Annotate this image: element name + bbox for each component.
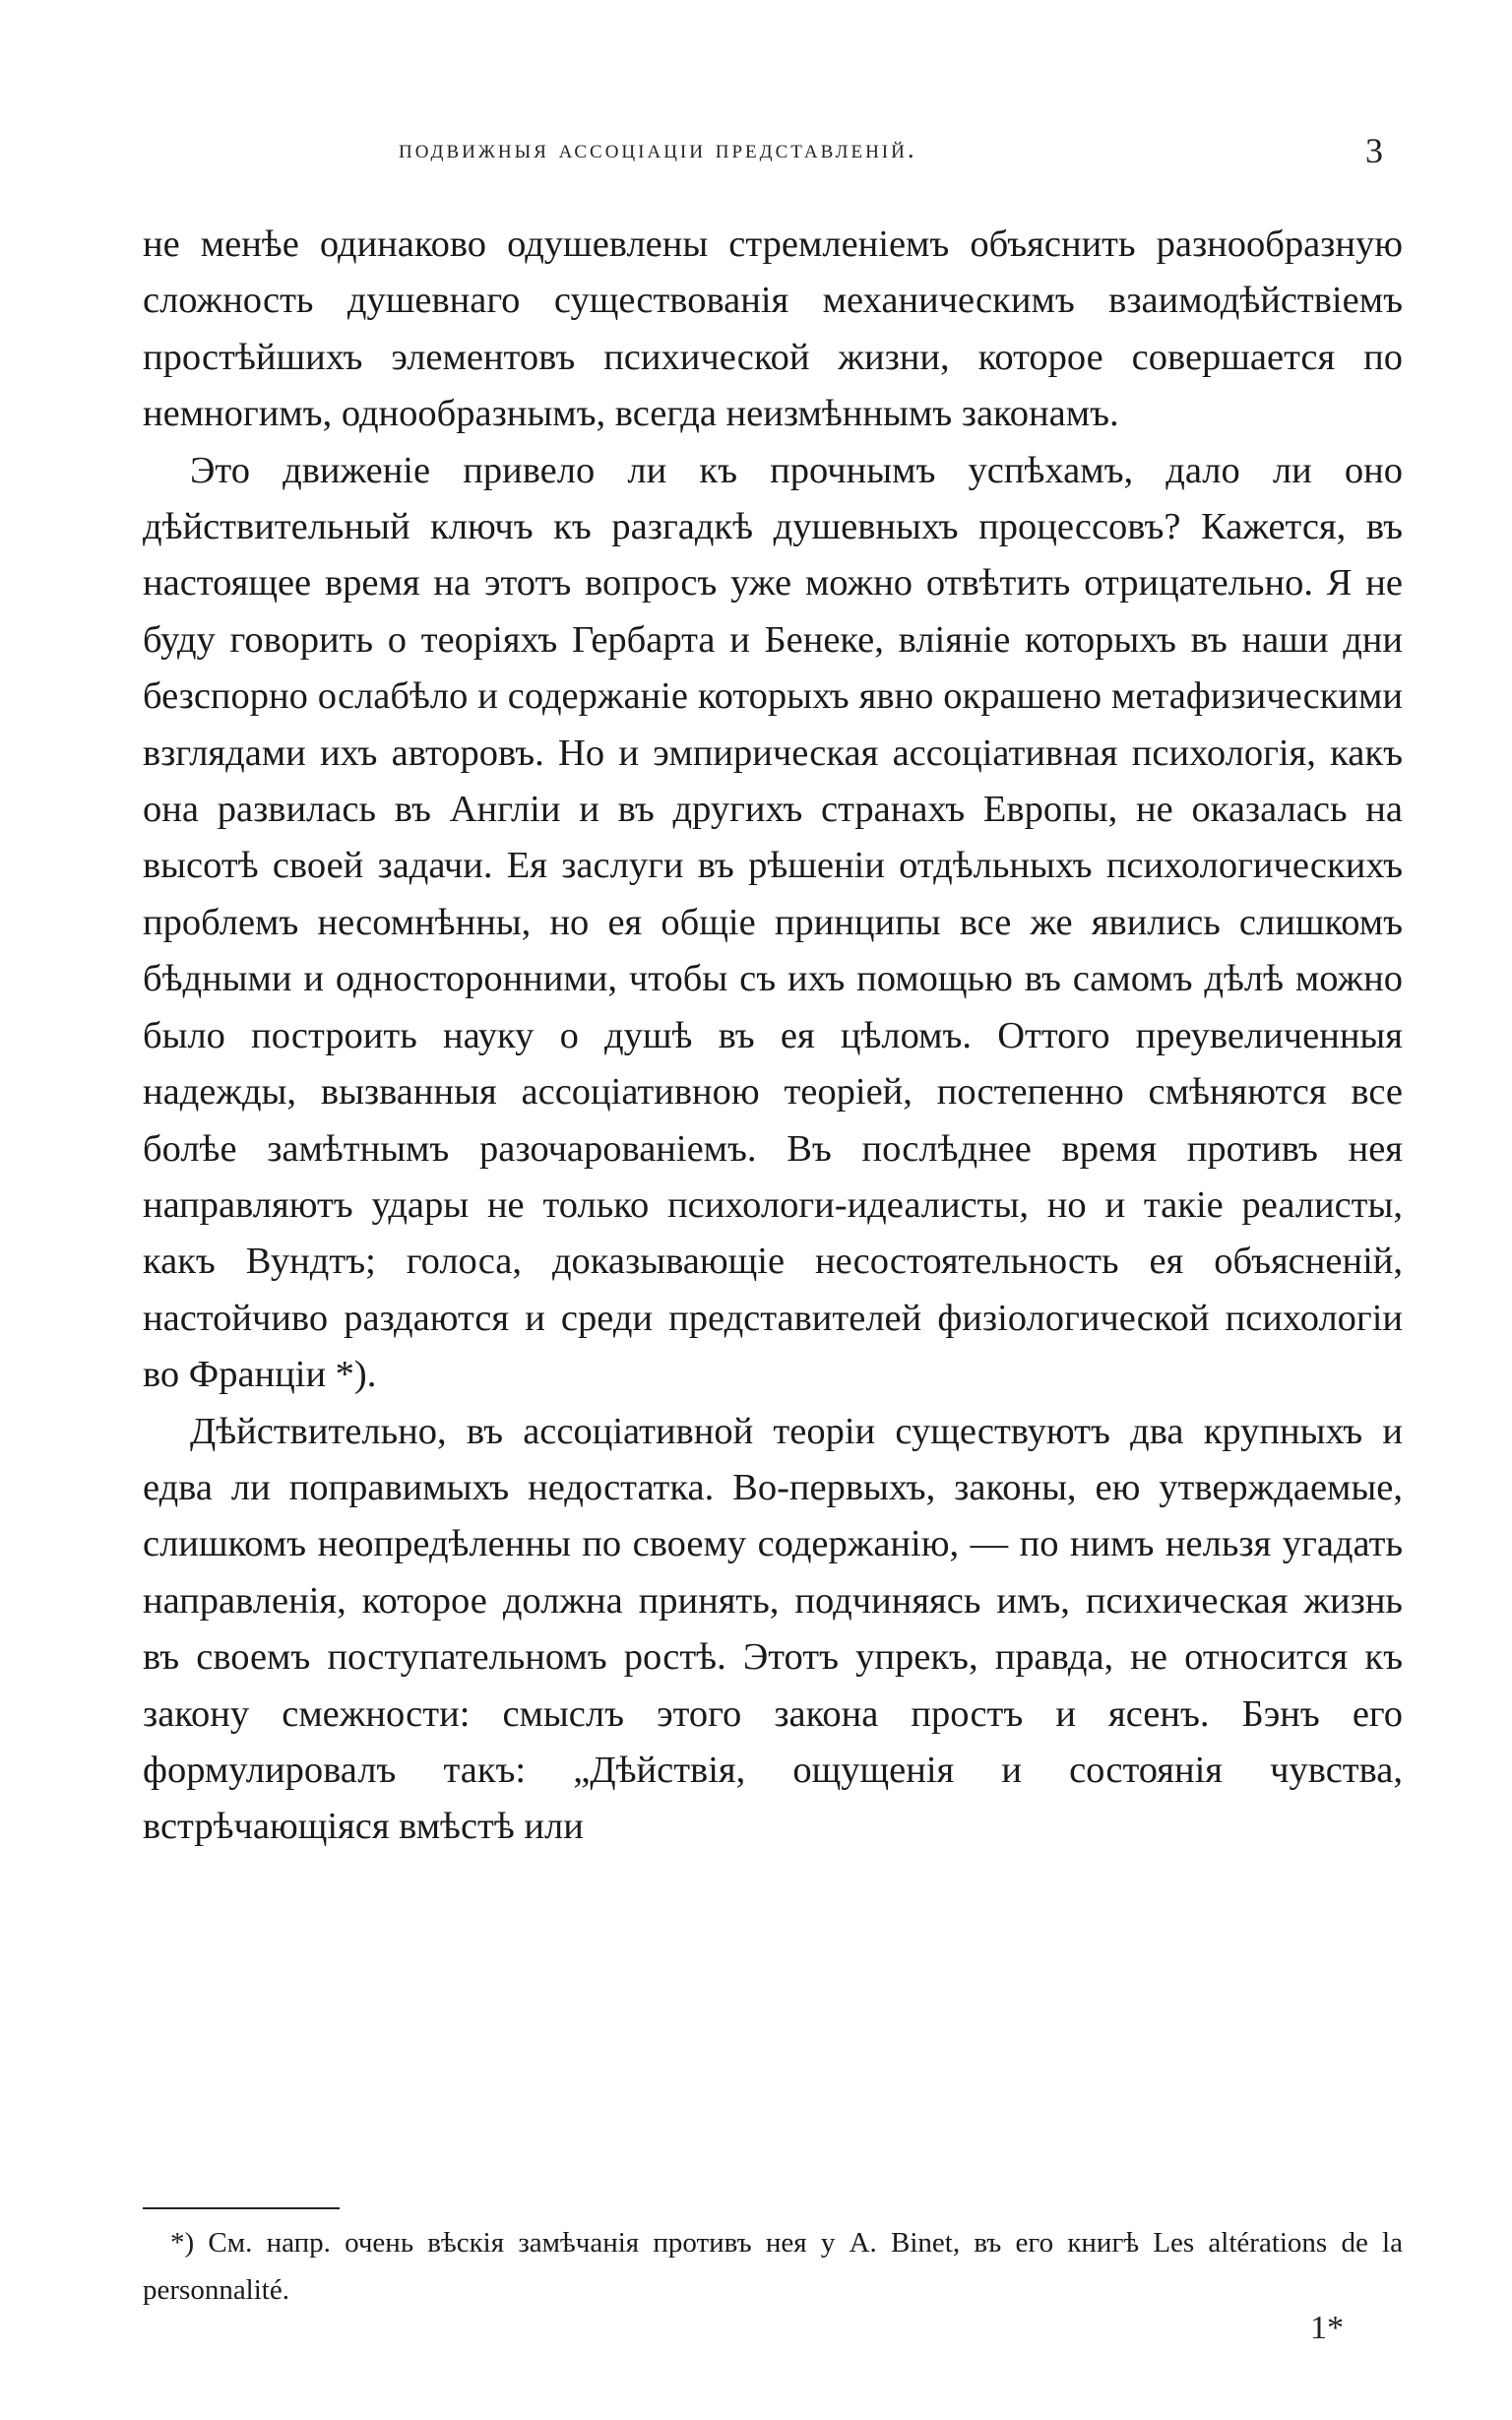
footnote: *) См. напр. очень вѣскія замѣчанія противъ нея у А. Binet, въ его книгѣ Les altérations de la personnalité. (143, 2227, 1403, 2306)
running-title: подвижныя ассоціаціи представленій. (399, 134, 917, 163)
paragraph-movement-success: Это движеніе привело ли къ прочнымъ успѣхамъ, дало ли оно дѣйствительный ключъ къ разгадкѣ душевныхъ процессовъ? Кажется, въ настоящее время на этотъ вопросъ уже можно отвѣтить отрицательно. Я не буду говорить о теоріяхъ Гербарта и Бенеке, вліяніе которыхъ въ наши дни безспорно ослабѣло и содержаніе которыхъ явно окрашено метафизическими взглядами ихъ авторовъ. Но и эмпирическая ассоціативная психологія, какъ она развилась въ Англіи и въ другихъ странахъ Европы, не оказалась на высотѣ своей задачи. Ея заслуги въ рѣшеніи отдѣльныхъ психологическихъ проблемъ несомнѣнны, но ея общіе принципы все же явились слишкомъ бѣдными и односторонними, чтобы съ ихъ помощью въ самомъ дѣлѣ можно было построить науку о душѣ въ ея цѣломъ. Оттого преувеличенныя надежды, вызванныя ассоціативною теоріей, постепенно смѣняются все болѣе замѣтнымъ разочарованіемъ. Въ послѣднее время противъ нея направляютъ удары не только психологи-идеалисты, но и такіе реалисты, какъ Вундтъ; голоса, доказывающіе несостоятельность ея объясненій, настойчиво раздаются и среди представителей физіологической психологіи во Франціи *). (143, 449, 1403, 1396)
footnote-rule (143, 2207, 340, 2209)
body-text (143, 217, 1403, 1856)
page-number: 3 (1365, 131, 1383, 170)
signature-mark: 1* (1310, 2310, 1344, 2346)
running-head (143, 126, 1403, 185)
paragraph-two-shortcomings: Дѣйствительно, въ ассоціативной теоріи существуютъ два крупныхъ и едва ли поправимыхъ недостатка. Во-первыхъ, законы, ею утверждаемые, слишкомъ неопредѣленны по своему содержанію, — по нимъ нельзя угадать направленія, которое должна принять, подчиняясь имъ, психическая жизнь въ своемъ поступательномъ ростѣ. Этотъ упрекъ, правда, не относится къ закону смежности: смыслъ этого закона простъ и ясенъ. Бэнъ его формулировалъ такъ: „Дѣйствія, ощущенія и состоянія чувства, встрѣчающіяся вмѣстѣ или (143, 1410, 1403, 1848)
paragraph-continuation: не менѣе одинаково одушевлены стремленіемъ объяснить разнообразную сложность душевнаго существованія механическимъ взаимодѣйствіемъ простѣйшихъ элементовъ психической жизни, которое совершается по немногимъ, однообразнымъ, всегда неизмѣннымъ законамъ. (143, 223, 1403, 435)
book-page (143, 0, 1403, 2420)
